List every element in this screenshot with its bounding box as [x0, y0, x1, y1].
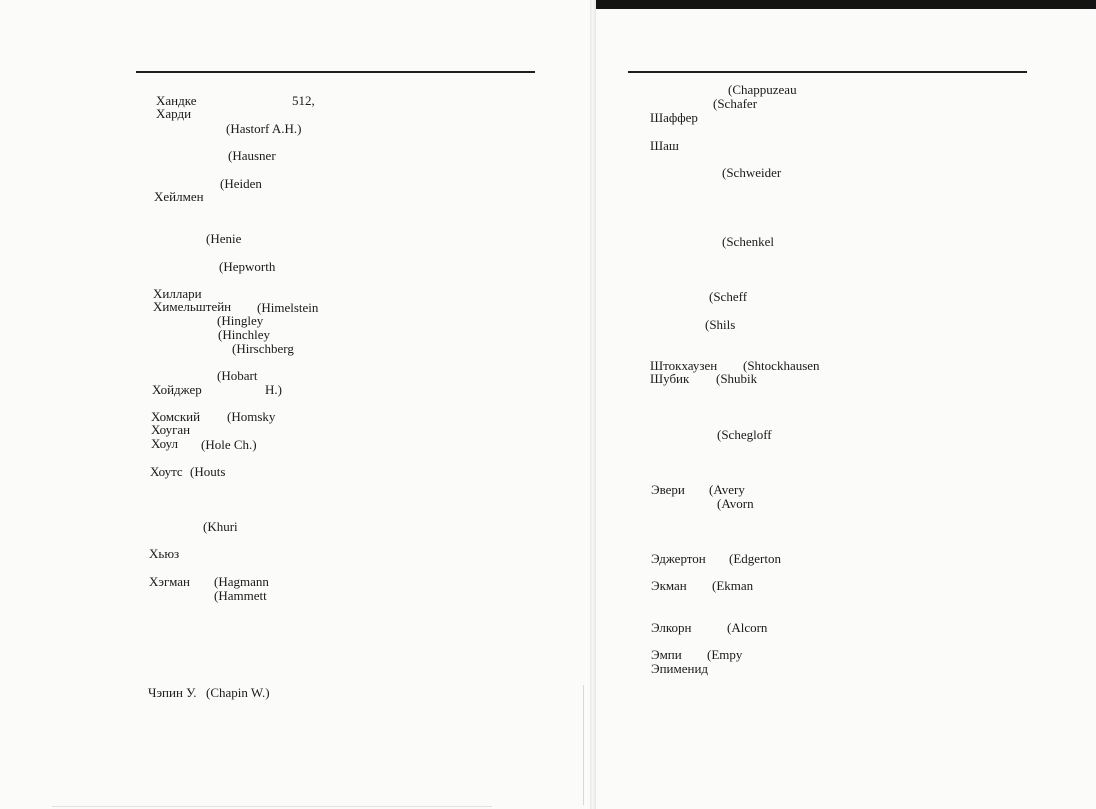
index-entry: (Hobart — [217, 368, 258, 383]
index-entry: (Schafer — [713, 96, 758, 111]
scan-top-edge — [596, 0, 1096, 9]
index-entry: Эпименид — [651, 661, 709, 676]
scan-bottom-edge — [52, 806, 492, 807]
index-entry: (Chapin W.) — [206, 685, 270, 700]
index-entry: (Homsky — [227, 409, 276, 424]
index-entry: (Schenkel — [722, 234, 774, 249]
index-entry: Штокхаузен — [650, 358, 718, 373]
index-entry: Хэгман — [149, 574, 190, 589]
index-entry: Хоуган — [151, 422, 191, 437]
index-entry: (Hingley — [217, 313, 264, 328]
right-header-rule — [628, 71, 1027, 73]
left-header-rule — [136, 71, 535, 73]
index-entry: Чэпин У. — [148, 685, 197, 700]
index-entry: (Scheff — [709, 289, 748, 304]
index-entry: (Schegloff — [717, 427, 772, 442]
index-entry: (Avorn — [717, 496, 754, 511]
index-entry: (Avery — [709, 482, 745, 497]
index-entry: (Edgerton — [729, 551, 781, 566]
index-entry: (Shubik — [716, 371, 758, 386]
index-entry: Хейлмен — [154, 189, 204, 204]
index-entry: (Khuri — [203, 519, 238, 534]
index-entry: Эмпи — [651, 647, 682, 662]
index-entry: (Hammett — [214, 588, 267, 603]
index-entry: Харди — [156, 106, 192, 121]
index-entry: Хойджер — [152, 382, 202, 397]
index-entry: (Hirschberg — [232, 341, 294, 356]
index-entry: Хоул — [151, 436, 178, 451]
index-entry: Хиллари — [153, 286, 202, 301]
index-entry: (Hausner — [228, 148, 276, 163]
index-entry: (Hastorf A.H.) — [226, 121, 302, 136]
index-entry: (Heiden — [220, 176, 262, 191]
index-entry: (Alcorn — [727, 620, 768, 635]
index-entry: Элкорн — [651, 620, 692, 635]
index-entry: Экман — [651, 578, 687, 593]
index-entry: (Schweider — [722, 165, 782, 180]
index-entry: (Henie — [206, 231, 242, 246]
index-entry: (Hinchley — [218, 327, 270, 342]
index-entry: (Hole Ch.) — [201, 437, 257, 452]
index-entry: Хоутс — [150, 464, 183, 479]
index-entry: (Ekman — [712, 578, 754, 593]
index-entry: Шубик — [650, 371, 690, 386]
scan-shadow-line — [583, 685, 584, 805]
index-entry: Хомский — [151, 409, 201, 424]
index-entry: (Shtockhausen — [743, 358, 820, 373]
index-entry: (Empy — [707, 647, 743, 662]
index-entry: Н.) — [265, 382, 282, 397]
index-entry: (Chappuzeau — [728, 82, 797, 97]
index-entry: Эджертон — [651, 551, 706, 566]
index-entry: Химельштейн — [153, 299, 232, 314]
index-entry: 512, — [292, 93, 315, 108]
book-gutter — [590, 0, 596, 809]
index-entry: (Shils — [705, 317, 736, 332]
index-entry: Эвери — [651, 482, 685, 497]
index-entry: Шаш — [650, 138, 679, 153]
index-entry: (Hepworth — [219, 259, 276, 274]
index-entry: Шаффер — [650, 110, 698, 125]
index-entry: Хандке — [156, 93, 197, 108]
index-entry: Хьюз — [149, 546, 180, 561]
index-entry: (Hagmann — [214, 574, 269, 589]
index-entry: (Houts — [190, 464, 226, 479]
index-entry: (Himelstein — [257, 300, 319, 315]
